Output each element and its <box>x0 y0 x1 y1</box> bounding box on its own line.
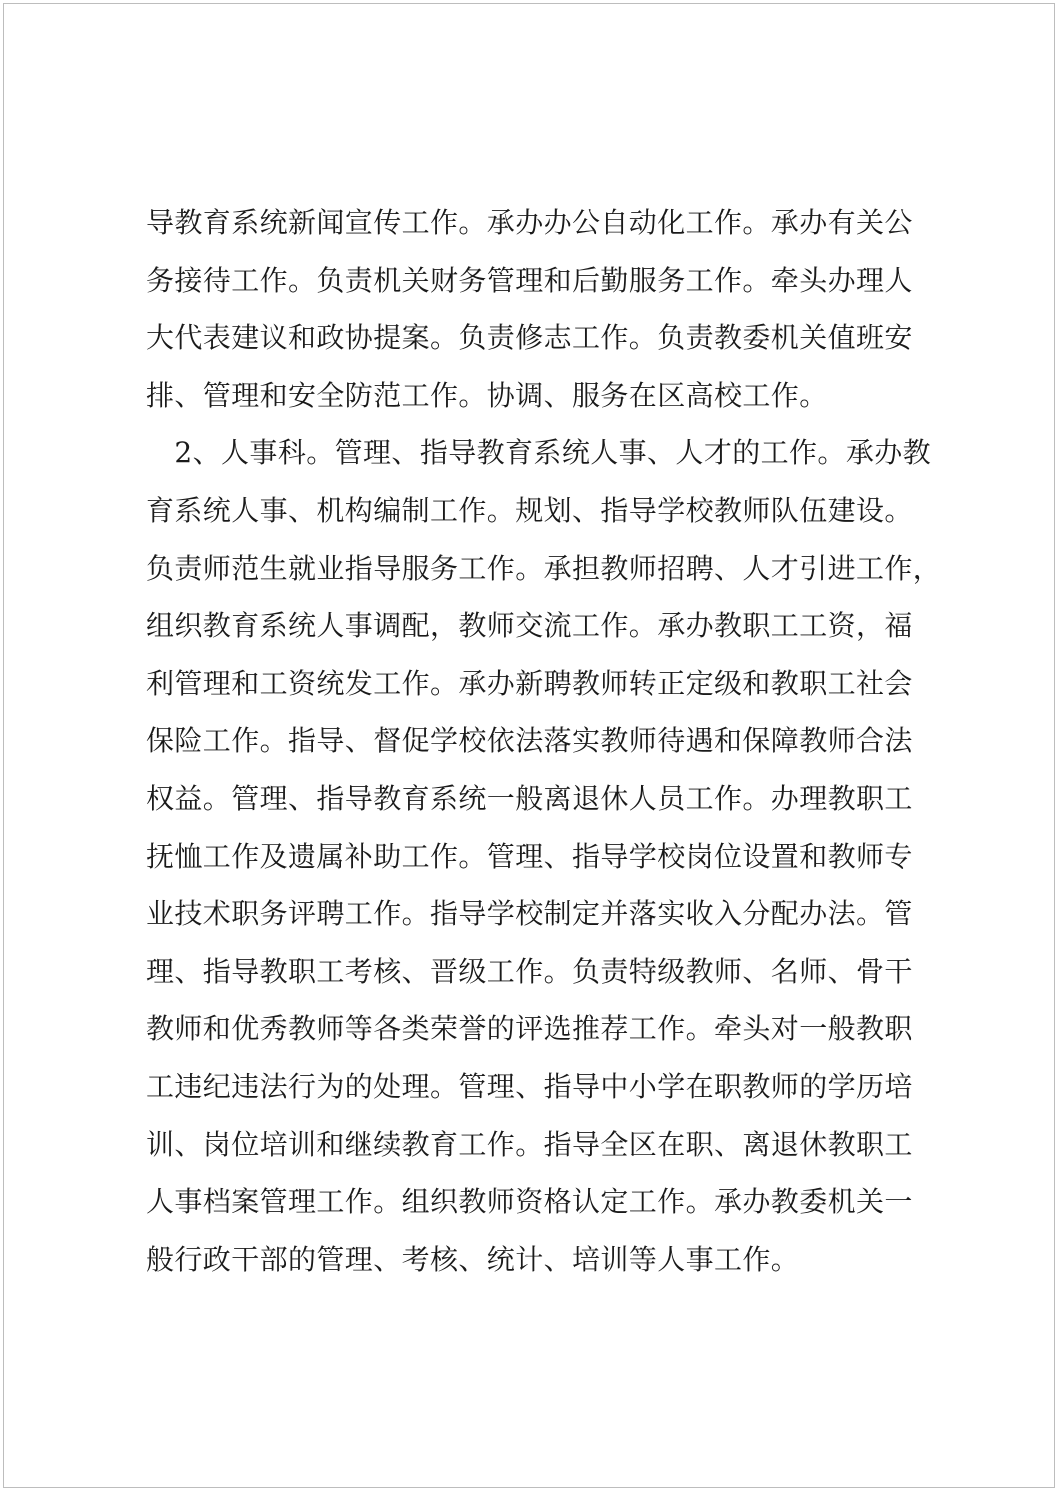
text-line: 育系统人事、机构编制工作。规划、指导学校教师队伍建设。 <box>146 493 913 527</box>
text-line: 般行政干部的管理、考核、统计、培训等人事工作。 <box>146 1242 800 1276</box>
text-line: 人事档案管理工作。组织教师资格认定工作。承办教委机关一 <box>146 1185 913 1219</box>
text-line: 2、人事科。管理、指导教育系统人事、人才的工作。承办教 <box>146 436 932 470</box>
text-line: 业技术职务评聘工作。指导学校制定并落实收入分配办法。管 <box>146 897 913 931</box>
text-line: 负责师范生就业指导服务工作。承担教师招聘、人才引进工作， <box>146 551 942 585</box>
text-line: 利管理和工资统发工作。承办新聘教师转正定级和教职工社会 <box>146 666 913 700</box>
text-line: 排、管理和安全防范工作。协调、服务在区高校工作。 <box>146 378 828 412</box>
text-line: 理、指导教职工考核、晋级工作。负责特级教师、名师、骨干 <box>146 954 913 988</box>
text-line: 教师和优秀教师等各类荣誉的评选推荐工作。牵头对一般教职 <box>146 1012 913 1046</box>
text-line: 权益。管理、指导教育系统一般离退休人员工作。办理教职工 <box>146 781 913 815</box>
document-page <box>3 3 1055 1488</box>
text-line: 务接待工作。负责机关财务管理和后勤服务工作。牵头办理人 <box>146 263 913 297</box>
text-line: 大代表建议和政协提案。负责修志工作。负责教委机关值班安 <box>146 321 913 355</box>
text-line: 训、岗位培训和继续教育工作。指导全区在职、离退休教职工 <box>146 1127 913 1161</box>
text-line: 导教育系统新闻宣传工作。承办办公自动化工作。承办有关公 <box>146 206 913 239</box>
text-line: 工违纪违法行为的处理。管理、指导中小学在职教师的学历培 <box>146 1069 913 1103</box>
text-line: 抚恤工作及遗属补助工作。管理、指导学校岗位设置和教师专 <box>146 839 913 873</box>
text-line: 组织教育系统人事调配，教师交流工作。承办教职工工资，福 <box>146 609 913 643</box>
document-body <box>146 194 946 1288</box>
text-line: 保险工作。指导、督促学校依法落实教师待遇和保障教师合法 <box>146 724 913 758</box>
